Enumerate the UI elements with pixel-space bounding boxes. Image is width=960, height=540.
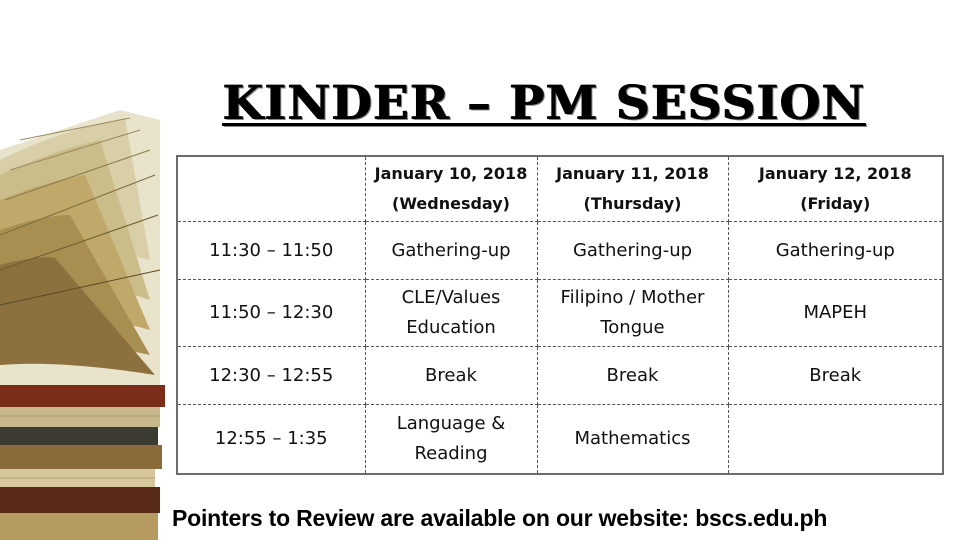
time-cell: 11:50 – 12:30 [177,280,365,347]
activity-cell [365,405,537,475]
header-cell-date [728,156,943,222]
activity-line: Break [425,364,477,386]
activity-line: Gathering-up [572,239,693,261]
header-date: January 11, 2018 [556,164,709,183]
activity-line: CLE/Values [401,287,501,308]
footer-note: Pointers to Review are available on our website: bscs.edu.ph [172,505,828,531]
header-cell-date [537,156,728,222]
activity-cell [728,222,943,280]
activity-line: Reading [414,443,488,464]
activity-cell [537,280,728,347]
page-title: KINDER – PM SESSION [222,76,865,131]
open-book-icon [0,0,165,540]
header-date: January 10, 2018 [374,164,528,183]
table-header-row [177,156,943,222]
schedule-table [176,155,944,475]
activity-cell [728,405,943,475]
activity-line: Tongue [600,317,665,338]
activity-line: Education [406,317,496,338]
activity-line: Mathematics [574,428,691,449]
header-date: January 12, 2018 [758,164,912,183]
activity-line: Gathering-up [391,239,511,261]
activity-cell [728,347,943,405]
header-day: (Thursday) [583,194,682,213]
activity-cell [365,347,537,405]
activity-line: MAPEH [803,302,868,323]
table-row [177,347,943,405]
activity-line: Gathering-up [775,239,895,261]
header-day: (Wednesday) [392,194,510,213]
header-cell-date [365,156,537,222]
header-day: (Friday) [800,194,871,213]
table-row [177,405,943,475]
activity-line: Filipino / Mother [560,287,705,308]
activity-cell [365,222,537,280]
activity-cell [537,347,728,405]
activity-cell [537,222,728,280]
activity-cell [728,280,943,347]
activity-cell [365,280,537,347]
header-cell-time [177,156,365,222]
table-row [177,222,943,280]
time-cell: 12:55 – 1:35 [177,405,365,475]
table-row [177,280,943,347]
activity-cell [537,405,728,475]
time-cell: 12:30 – 12:55 [177,347,365,405]
activity-line: Break [809,364,862,386]
time-cell: 11:30 – 11:50 [177,222,365,280]
activity-line: Language & [396,413,506,434]
activity-line: Break [606,364,659,386]
